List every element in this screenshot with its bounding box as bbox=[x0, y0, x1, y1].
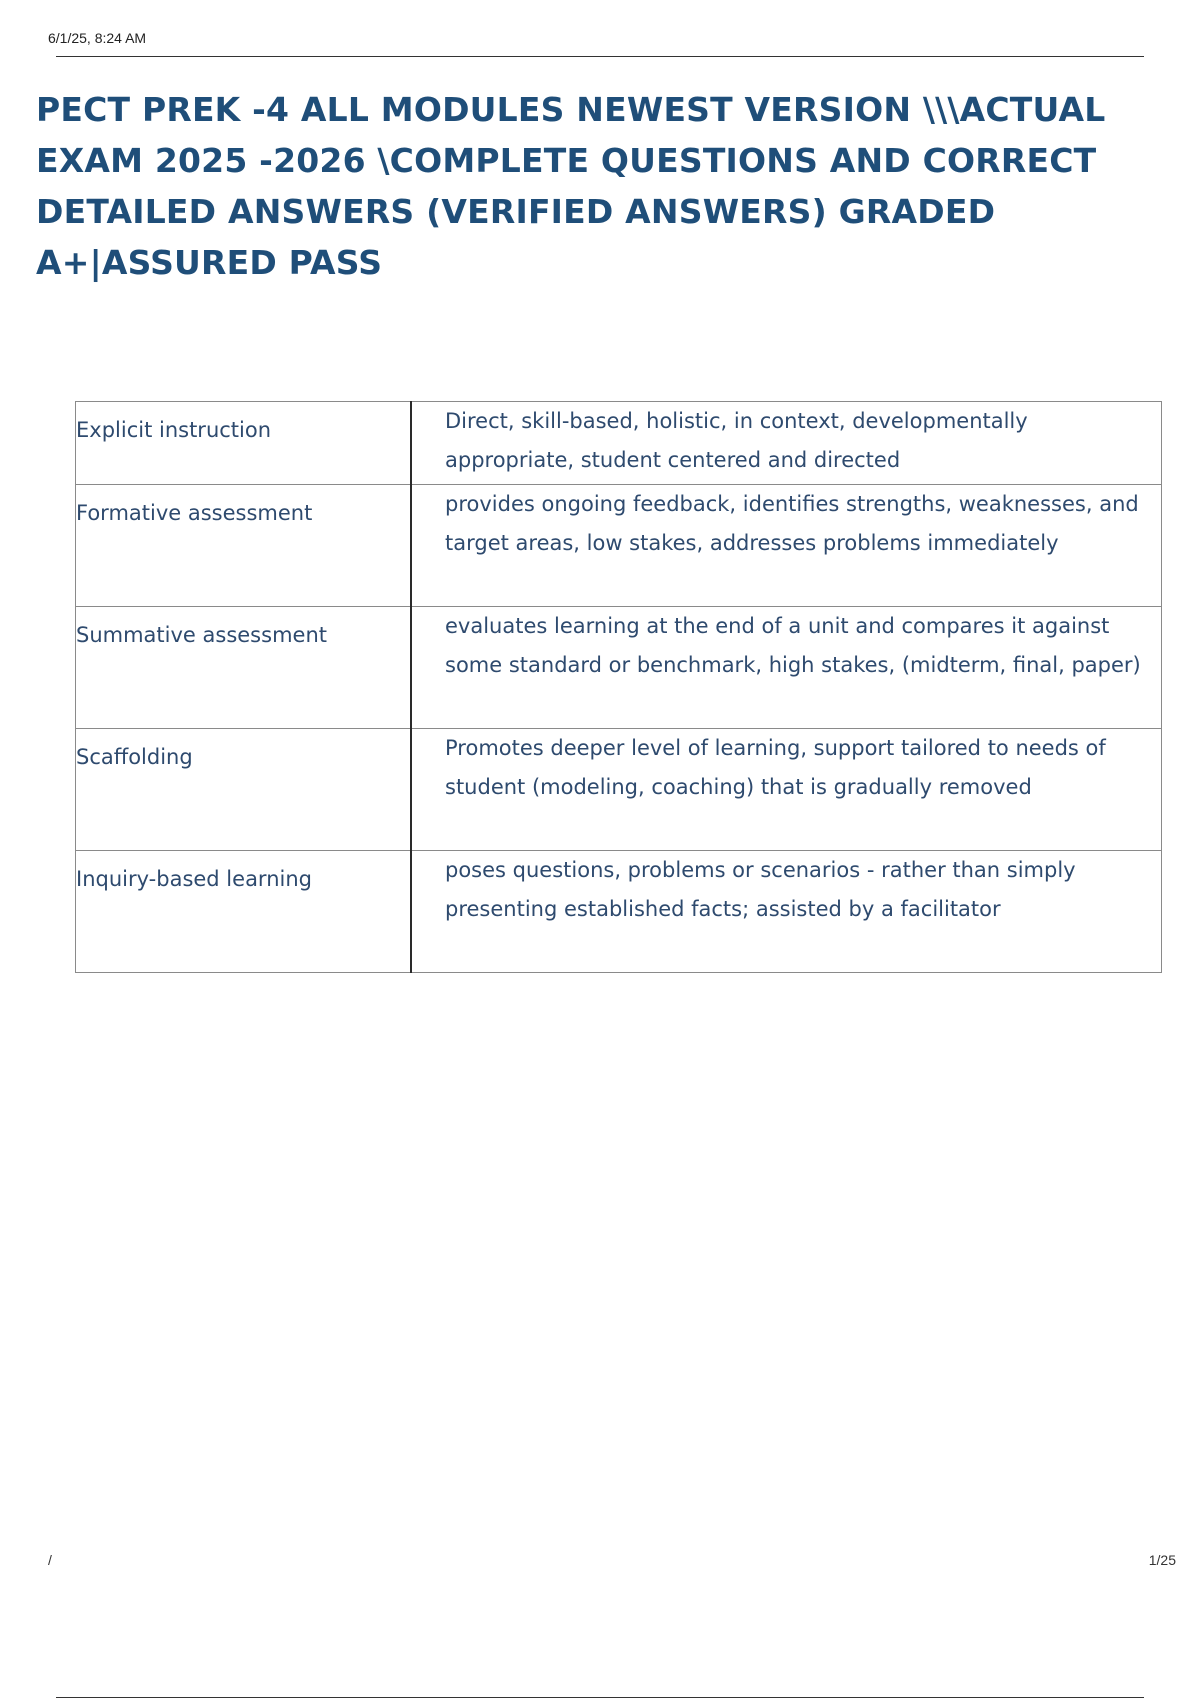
table-row bbox=[76, 607, 1162, 729]
term-text: Formative assessment bbox=[76, 501, 313, 525]
footer-url: / bbox=[48, 1552, 52, 1568]
term-cell bbox=[76, 402, 412, 485]
page-number: 1/25 bbox=[1148, 1552, 1176, 1568]
definition-cell: Promotes deeper level of learning, support tailored to needs of student (modeling, coaching) that is gradually removed bbox=[445, 736, 1106, 799]
document-title: PECT PREK -4 ALL MODULES NEWEST VERSION \\\ACTUAL EXAM 2025 -2026 \COMPLETE QUESTIONS AND CORRECT DETAILED ANSWERS (VERIFIED ANSWERS) GRADED A+|ASSURED PASS bbox=[36, 90, 1106, 282]
term-text: Scaffolding bbox=[76, 745, 193, 769]
term-text: Explicit instruction bbox=[76, 418, 272, 442]
flashcard-table bbox=[75, 401, 1162, 973]
table-row bbox=[76, 851, 1162, 973]
term-text: Inquiry-based learning bbox=[76, 867, 312, 891]
term-cell bbox=[76, 851, 412, 973]
definition-cell: poses questions, problems or scenarios - rather than simply presenting established facts; assisted by a facilitator bbox=[445, 858, 1076, 921]
table-row bbox=[76, 729, 1162, 851]
definition-cell: Direct, skill-based, holistic, in context, developmentally appropriate, student centered and directed bbox=[445, 409, 1028, 472]
definition-cell: evaluates learning at the end of a unit and compares it against some standard or benchmark, high stakes, (midterm, final, paper) bbox=[445, 614, 1141, 677]
header-divider bbox=[56, 56, 1144, 57]
term-cell bbox=[76, 485, 412, 607]
definition-cell: provides ongoing feedback, identifies strengths, weaknesses, and target areas, low stakes, addresses problems immediately bbox=[445, 492, 1139, 555]
table-row bbox=[76, 485, 1162, 607]
term-cell bbox=[76, 607, 412, 729]
table-row bbox=[76, 402, 1162, 485]
term-cell bbox=[76, 729, 412, 851]
footer-divider bbox=[56, 1697, 1144, 1698]
term-text: Summative assessment bbox=[76, 623, 327, 647]
print-date: 6/1/25, 8:24 AM bbox=[48, 30, 147, 46]
